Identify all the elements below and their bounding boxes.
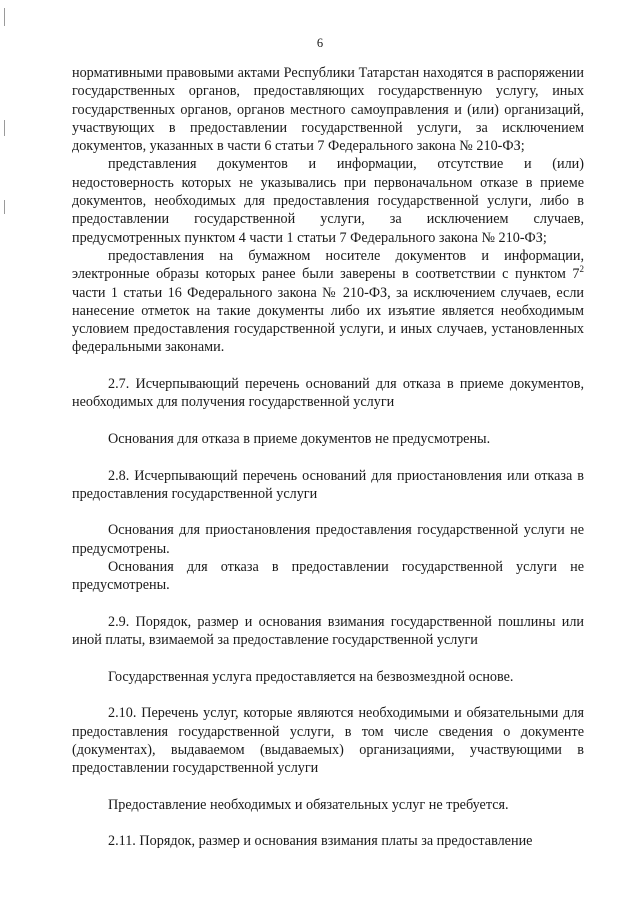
page-number: 6 [316, 36, 324, 50]
paragraph-text: части 1 статьи 16 Федерального закона № 210-ФЗ, за исключением случаев, если нанесение отметок на такие документы либо их изъятие является необходимым условием предоставления государственной услуги, и иных случаев, установленных федеральными законами. [72, 284, 584, 356]
paragraph: представления документов и информации, отсутствие и (или) недостоверность которых не указывались при первоначальном отказе в приеме документов, необходимых для предоставления государственной услуги, либо в предоставлении государственной услуги, за исключением случаев, предусмотренных пунктом 4 части 1 статьи 7 Федерального закона № 210-ФЗ; [72, 156, 584, 246]
paragraph: Предоставление необходимых и обязательных услуг не требуется. [108, 796, 509, 813]
binding-mark [4, 120, 5, 136]
section-heading: 2.11. Порядок, размер и основания взимания платы за предоставление [108, 833, 533, 850]
binding-mark [4, 200, 5, 214]
section-heading: 2.8. Исчерпывающий перечень оснований для приостановления или отказа в предоставления государственной услуги [72, 467, 584, 502]
binding-mark [4, 8, 5, 26]
paragraph: Основания для отказа в приеме документов не предусмотрены. [108, 430, 491, 447]
paragraph [72, 247, 584, 357]
section-heading: 2.9. Порядок, размер и основания взимания государственной пошлины или иной платы, взимаемой за предоставление государственной услуги [72, 613, 584, 649]
paragraph: нормативными правовыми актами Республики Татарстан находятся в распоряжении государственных органов, предоставляющих государственную услугу, иных государственных органов, органов местного самоуправления и (или) организаций, участвующих в предоставлении государственной услуги, за исключением документов, указанных в части 6 статьи 7 Федерального закона № 210-ФЗ; [72, 65, 584, 155]
superscript: 2 [579, 264, 584, 275]
paragraph: Основания для приостановления предоставления государственной услуги не предусмотрены. [72, 522, 584, 557]
paragraph-text: предоставления на бумажном носителе документов и информации, электронные образы которых ранее были заверены в соответствии с пунктом 7 [72, 247, 584, 283]
paragraph: Государственная услуга предоставляется на безвозмездной основе. [108, 668, 514, 685]
section-heading: 2.10. Перечень услуг, которые являются необходимыми и обязательными для предоставления государственной услуги, в том числе сведения о документе (документах), выдаваемом (выдаваемых) организациями, участвующими в предоставлении государственной услуги [72, 705, 584, 777]
document-body [72, 64, 584, 851]
paragraph: Основания для отказа в предоставлении государственной услуги не предусмотрены. [72, 559, 584, 594]
section-heading: 2.7. Исчерпывающий перечень оснований для отказа в приеме документов, необходимых для получения государственной услуги [72, 376, 584, 411]
